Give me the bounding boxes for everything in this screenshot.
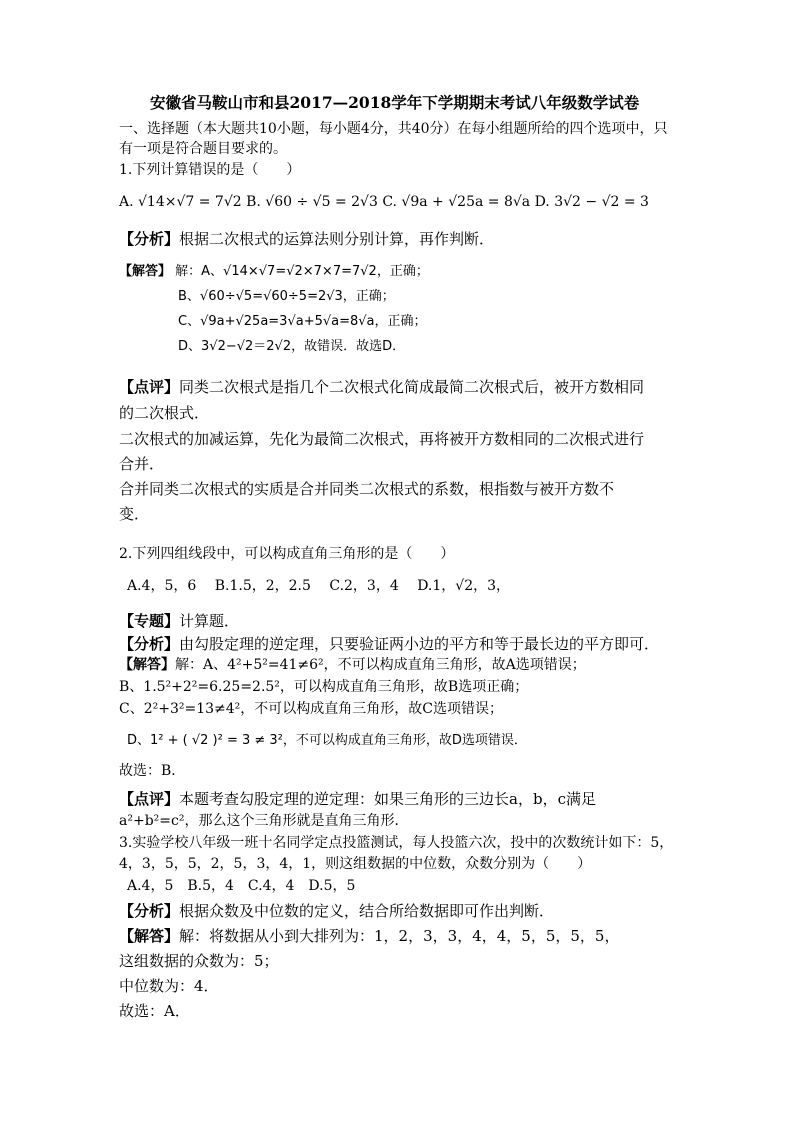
comment-line: 的二次根式．: [119, 404, 210, 422]
answer-line: 解：将数据从小到大排列为：1，2，3，3，4，4，5，5，5，5，: [179, 927, 620, 945]
q3-question-line: 4，3，5，5，2，5，3，4，1，则这组数据的中位数，众数分别为（ ）: [119, 856, 592, 872]
answer-line: B、√60÷√5=√60÷5=2√3，正确；: [178, 289, 395, 304]
answer-line: 故选：A．: [119, 1002, 190, 1020]
q2-answer: [119, 656, 586, 674]
q1-options: A. √14×√7 = 7√2 B. √60 ÷ √5 = 2√3 C. √9a + √25a = 8√a D. 3√2 − √2 = 3: [119, 194, 649, 210]
topic-text: 计算题．: [179, 612, 240, 630]
section-instruction-line: 一、选择题（本大题共10小题，每小题4分，共40分）在每小组题所给的四个选项中，只: [119, 121, 668, 137]
answer-line: 故选：B．: [119, 763, 186, 779]
answer-tag: 【解答】: [119, 264, 172, 279]
comment-line: 变．: [119, 505, 150, 523]
analysis-text: 根据二次根式的运算法则分别计算，再作判断．: [179, 230, 495, 248]
analysis-tag: 【分析】: [119, 635, 180, 653]
answer-tag: 【解答】: [119, 927, 180, 945]
q2-analysis: [119, 635, 659, 653]
answer-line: D、1² + ( √2 )² = 3 ≠ 3²，不可以构成直角三角形，故D选项错误．: [127, 733, 527, 748]
q2-comment: [119, 790, 596, 808]
comment-tag: 【点评】: [119, 790, 180, 808]
comment-line: a²+b²=c²，那么这个三角形就是直角三角形．: [119, 813, 409, 829]
comment-line: 合并．: [119, 455, 165, 473]
q2-topic: [119, 612, 239, 630]
q3-answer: [119, 927, 619, 945]
answer-line: 这组数据的众数为：5；: [119, 952, 279, 970]
answer-line: 解：A、√14×√7=√2×7×7=7√2，正确；: [175, 264, 429, 279]
comment-line: 二次根式的加减运算，先化为最简二次根式，再将被开方数相同的二次根式进行: [119, 430, 645, 448]
comment-line: 本题考查勾股定理的逆定理：如果三角形的三边长a，b，c满足: [179, 790, 596, 808]
answer-line: C、2²+3²=13≠4²，不可以构成直角三角形，故C选项错误；: [119, 701, 503, 717]
answer-line: 解：A、4²+5²=41≠6²，不可以构成直角三角形，故A选项错误；: [175, 657, 586, 673]
q1-answer: [119, 263, 429, 281]
answer-line: 中位数为：4．: [119, 977, 219, 995]
analysis-text: 根据众数及中位数的定义，结合所给数据即可作出判断．: [179, 902, 555, 920]
q2-question: 2.下列四组线段中，可以构成直角三角形的是（ ）: [119, 546, 455, 562]
q3-analysis: [119, 902, 554, 920]
comment-line: 同类二次根式是指几个二次根式化简成最简二次根式后，被开方数相同: [179, 378, 645, 396]
analysis-text: 由勾股定理的逆定理，只要验证两小边的平方和等于最长边的平方即可．: [179, 635, 660, 653]
answer-line: D、3√2−√2＝2√2，故错误．故选D．: [178, 339, 406, 354]
answer-line: C、√9a+√25a=3√a+5√a=8√a，正确；: [178, 314, 427, 329]
comment-line: 合并同类二次根式的实质是合并同类二次根式的系数，根指数与被开方数不: [119, 480, 615, 498]
q3-options: A.4，5 B.5，4 C.4，4 D.5，5: [127, 878, 356, 894]
analysis-tag: 【分析】: [119, 230, 180, 248]
comment-tag: 【点评】: [119, 378, 180, 396]
q1-analysis: [119, 230, 494, 248]
page-title: 安徽省马鞍山市和县2017—2018学年下学期期末考试八年级数学试卷: [150, 93, 640, 112]
answer-line: B、1.5²+2²=6.25=2.5²，可以构成直角三角形，故B选项正确；: [119, 679, 529, 695]
answer-tag: 【解答】: [119, 657, 175, 673]
q3-question-line: 3.实验学校八年级一班十名同学定点投篮测试，每人投篮六次，投中的次数统计如下：5，: [119, 835, 674, 851]
analysis-tag: 【分析】: [119, 902, 180, 920]
topic-tag: 【专题】: [119, 612, 180, 630]
section-instruction-line: 有一项是符合题目要求的。: [119, 141, 287, 157]
q1-question: 1.下列计算错误的是（ ）: [119, 162, 301, 178]
q1-comment: [119, 378, 644, 396]
q2-options: A.4，5，6 B.1.5，2，2.5 C.2，3，4 D.1，√2，3，: [127, 578, 511, 594]
